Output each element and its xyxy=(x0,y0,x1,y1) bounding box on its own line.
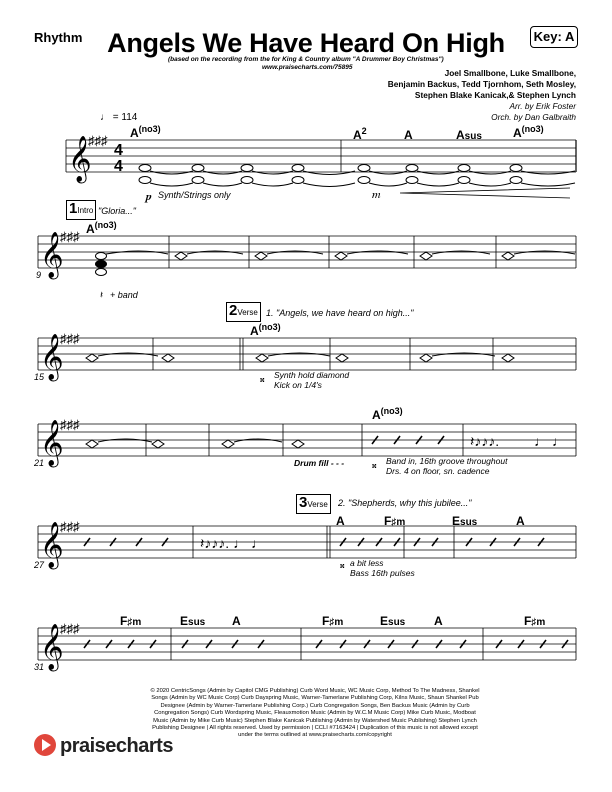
recording-note: (based on the recording from the for King & Country album "A Drummer Boy Christmas") xyxy=(168,56,444,63)
chord-symbol xyxy=(456,128,482,142)
rhythm-figures xyxy=(200,433,566,551)
staff-system-5 xyxy=(38,526,576,558)
play-icon xyxy=(34,734,56,756)
chord-symbol xyxy=(384,514,405,528)
writers-line: Benjamin Backus, Tedd Tjornhom, Seth Mosley, xyxy=(387,79,576,89)
chord-root: A xyxy=(456,128,465,142)
chord-symbol xyxy=(372,406,403,422)
measure-number: 31 xyxy=(34,662,45,672)
arranger-line: Arr. by Erik Foster xyxy=(509,101,576,111)
chord-symbol: A xyxy=(336,514,345,528)
svg-text:𝄪: 𝄪 xyxy=(340,560,345,571)
svg-text:4: 4 xyxy=(114,142,123,159)
rehearsal-mark-verse xyxy=(226,302,261,322)
treble-clef-icon: 𝄞 xyxy=(40,421,64,465)
chord-root: F xyxy=(120,614,128,628)
chord-root: E xyxy=(452,514,461,528)
instrument-note xyxy=(274,370,349,390)
svg-text:𝄪: 𝄪 xyxy=(372,460,377,471)
measure-number: 15 xyxy=(34,372,45,382)
chord-root: A xyxy=(513,126,522,140)
chord-symbol xyxy=(524,614,545,628)
chord-extension: sus xyxy=(460,517,478,528)
chord-root: A xyxy=(130,126,139,140)
chord-root: A xyxy=(353,128,362,142)
svg-text:4: 4 xyxy=(114,158,123,175)
chord-symbol xyxy=(353,126,367,142)
sharp-icon: ♯♯♯ xyxy=(60,417,80,432)
svg-text:𝄽♪♪♪. ♩ ♩: 𝄽♪♪♪. ♩ ♩ xyxy=(200,535,265,551)
chord-symbol: A xyxy=(516,514,525,528)
staff-system-3 xyxy=(38,338,576,370)
system-2-notes xyxy=(96,251,576,276)
svg-text:𝄽♪♪♪.: 𝄽♪♪♪. xyxy=(470,433,500,449)
chord-extension: (no3) xyxy=(138,124,161,134)
source-url[interactable]: www.praisecharts.com/75895 xyxy=(262,64,353,71)
chord-extension: (no3) xyxy=(258,322,281,332)
chord-extension: ♯m xyxy=(531,617,546,628)
chord-extension: ♯m xyxy=(391,517,406,528)
staff-system-1 xyxy=(66,140,576,172)
orchestrator-line: Orch. by Dan Galbraith xyxy=(491,112,576,122)
instrument-note: Synth/Strings only xyxy=(158,190,231,200)
instrument-note: + band xyxy=(110,290,138,300)
sharp-icon: ♯♯♯ xyxy=(88,133,108,148)
sharp-icon: ♯♯♯ xyxy=(60,519,80,534)
chord-extension: (no3) xyxy=(521,124,544,134)
chord-root: F xyxy=(384,514,392,528)
section-label: Verse xyxy=(307,500,328,509)
chord-symbol xyxy=(120,614,141,628)
measure-numbers xyxy=(33,270,45,672)
note-line: Drs. 4 on floor, sn. cadence xyxy=(386,466,490,476)
logo-text: praisecharts xyxy=(60,735,173,757)
measure-number: 9 xyxy=(36,270,42,280)
svg-text:𝆐: 𝆐 xyxy=(372,187,381,201)
chord-symbol xyxy=(380,614,405,628)
section-number: 3 xyxy=(299,494,308,511)
sharp-icon: ♯♯♯ xyxy=(60,331,80,346)
drum-fill-marking: Drum fill - - - xyxy=(294,458,345,468)
lyric-cue: "Gloria..." xyxy=(98,206,136,216)
chord-symbol: A xyxy=(404,128,413,142)
section-number: 1 xyxy=(69,200,78,217)
sharp-icon: ♯♯♯ xyxy=(60,621,80,636)
sharp-icon: ♯♯♯ xyxy=(60,229,80,244)
staff-system-6 xyxy=(38,628,576,660)
measure-number: 27 xyxy=(34,560,45,570)
lyric-cue: 1. "Angels, we have heard on high..." xyxy=(266,308,414,318)
chord-extension: sus xyxy=(388,617,406,628)
copyright-notice: © 2020 CentricSongs (Admin by Capitol CMG Publishing) Curb Word Music, WC Music Corp, Method To The Madness, Shankel Songs (Admin by WC Music Corp) Curb Dayspring Music, Warner-Tamerlane Publishing Corp, Kilns Music, Shaun Shankel Pub Designee (Admin by Warner-Tamerlane Publishing Corp.) Curb Congregation Songs, Ben Backus Music (Admin by Curb Congregation Songs) Curb Wordspring Music, Fleauxmotion Music (Admin by W.C.M Music Corp) Mike Curb Music, Modboat Music (Admin by Mike Curb Music) Stephen Blake Kanicak Publishing (Admin by Watershed Music Publishing) Stephen Lynch Publishing Designee | All rights reserved. Used by permission | CCLI #7163424 | Duplication of this music is not allowed except under the terms outlined at www.praisecharts.com/copyright xyxy=(150,688,480,739)
treble-clef-icon: 𝄞 xyxy=(68,137,92,181)
chord-root: A xyxy=(372,408,381,422)
chord-symbol xyxy=(250,322,281,338)
time-signature xyxy=(114,142,123,175)
instrument-note xyxy=(386,456,507,476)
chord-symbol xyxy=(513,124,544,140)
song-title: Angels We Have Heard On High xyxy=(107,28,505,58)
section-label: Intro xyxy=(77,206,94,215)
cue-icons xyxy=(100,290,377,571)
rehearsal-mark-verse-2 xyxy=(296,494,331,514)
chord-symbol: A xyxy=(232,614,241,628)
chord-symbol xyxy=(130,124,161,140)
section-number: 2 xyxy=(229,302,238,319)
chord-root: F xyxy=(524,614,532,628)
note-line: a bit less xyxy=(350,558,384,568)
treble-clef-icon: 𝄞 xyxy=(40,523,64,567)
chord-root: F xyxy=(322,614,330,628)
part-name: Rhythm xyxy=(34,30,83,45)
rehearsal-mark-intro xyxy=(66,200,96,220)
chord-extension: sus xyxy=(188,617,206,628)
chord-extension: ♯m xyxy=(329,617,344,628)
writers-line: Joel Smallbone, Luke Smallbone, xyxy=(444,68,576,78)
note-line: Band in, 16th groove throughout xyxy=(386,456,508,466)
chord-extension: (no3) xyxy=(380,406,403,416)
chord-root: A xyxy=(86,222,95,236)
chord-symbol xyxy=(86,220,117,236)
chord-symbol xyxy=(180,614,205,628)
chord-extension: (no3) xyxy=(94,220,117,230)
instrument-note xyxy=(350,558,415,578)
chord-extension: sus xyxy=(464,131,482,142)
treble-clef-icon: 𝄞 xyxy=(40,625,64,669)
chord-symbol xyxy=(452,514,477,528)
chord-symbol xyxy=(322,614,343,628)
svg-text:♩ ♩: ♩ ♩ xyxy=(534,433,566,449)
svg-text:𝆏: 𝆏 xyxy=(146,189,153,203)
treble-clef-icon: 𝄞 xyxy=(40,233,64,277)
tempo-value: = 114 xyxy=(112,112,138,123)
chord-extension: 2 xyxy=(361,126,367,136)
note-line: Synth hold diamond xyxy=(274,370,350,380)
quarter-note-icon: ♩ xyxy=(100,112,110,123)
note-line: Bass 16th pulses xyxy=(350,568,415,578)
measure-number: 21 xyxy=(34,458,45,468)
praisecharts-logo[interactable] xyxy=(34,735,173,758)
chord-extension: ♯m xyxy=(127,617,142,628)
svg-text:𝄽: 𝄽 xyxy=(100,290,104,301)
chord-root: E xyxy=(180,614,189,628)
writers-line: Stephen Blake Kanicak,& Stephen Lynch xyxy=(414,90,576,100)
key-badge: Key: A xyxy=(530,26,578,48)
lyric-cue: 2. "Shepherds, why this jubilee..." xyxy=(338,498,472,508)
chord-symbol: A xyxy=(434,614,443,628)
treble-clef-icon: 𝄞 xyxy=(40,335,64,379)
chord-root: A xyxy=(250,324,259,338)
chord-root: E xyxy=(380,614,389,628)
svg-text:𝄪: 𝄪 xyxy=(260,374,265,385)
note-line: Kick on 1/4's xyxy=(274,380,322,390)
section-label: Verse xyxy=(237,308,258,317)
